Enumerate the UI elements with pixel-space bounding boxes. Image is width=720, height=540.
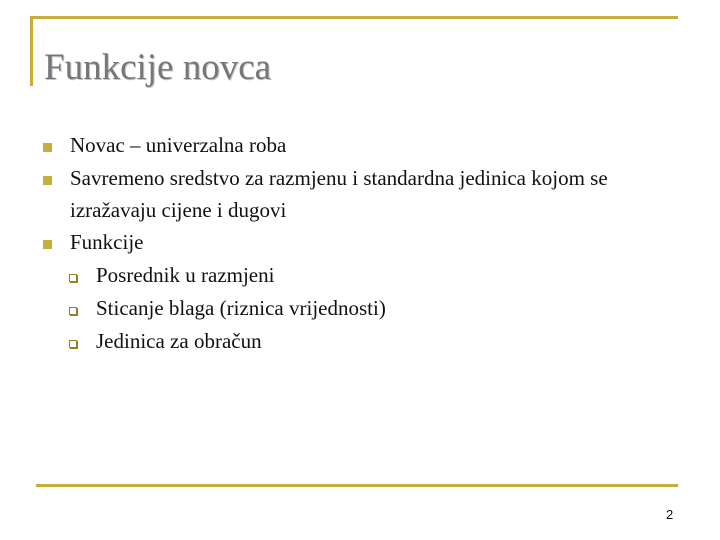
sub-bullet-text: Sticanje blaga (riznica vrijednosti) — [96, 296, 386, 320]
sub-bullet-item — [0, 325, 696, 358]
checkbox-square-icon — [69, 340, 77, 348]
filled-square-icon — [43, 240, 52, 249]
footer-rule — [36, 484, 678, 487]
sub-bullet-item — [0, 292, 696, 325]
filled-square-icon — [43, 176, 52, 185]
bullet-item — [0, 226, 670, 259]
frame-top-rule — [30, 16, 678, 19]
sub-bullet-text: Jedinica za obračun — [96, 329, 262, 353]
bullet-list — [0, 129, 720, 358]
sub-bullet-text: Posrednik u razmjeni — [96, 263, 275, 287]
frame-left-rule — [30, 16, 33, 86]
filled-square-icon — [43, 143, 52, 152]
bullet-text: Novac – univerzalna roba — [70, 133, 287, 157]
sub-bullet-item — [0, 259, 696, 292]
bullet-text: Funkcije — [70, 230, 144, 254]
bullet-item — [0, 129, 670, 162]
checkbox-square-icon — [69, 307, 77, 315]
bullet-item — [0, 162, 670, 226]
page-number: 2 — [666, 507, 674, 522]
bullet-text: Savremeno sredstvo za razmjenu i standardna jedinica kojom se izražavaju cijene i dugovi — [70, 166, 608, 222]
checkbox-square-icon — [69, 274, 77, 282]
slide-title: Funkcije novca — [44, 47, 272, 88]
